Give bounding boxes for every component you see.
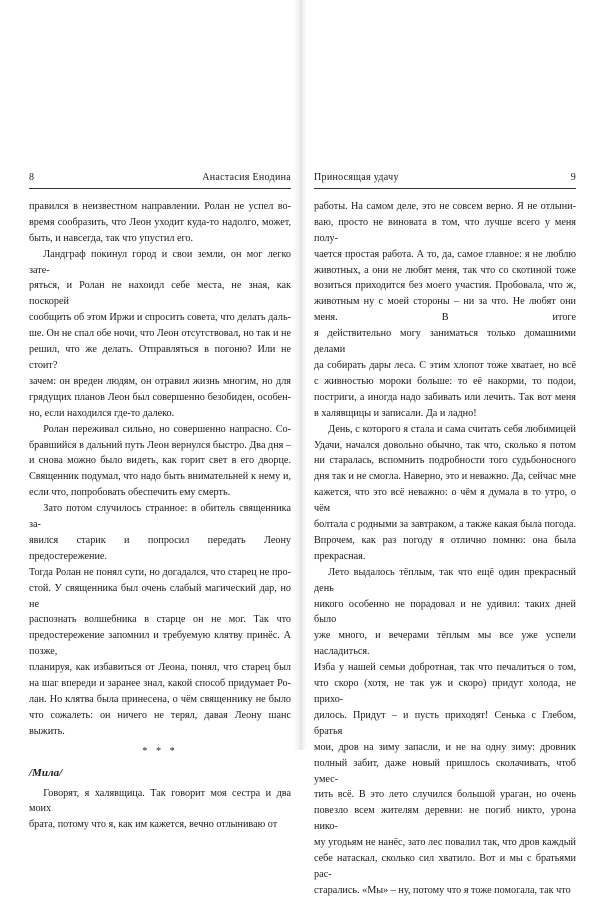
text-line: День, с которого я стала и сама считать себя любимицей — [328, 423, 576, 435]
left-page-number: 8 — [29, 172, 35, 183]
text-line: животным ну с моей стороны – ни за что. Не любят они меня. В итоге — [314, 296, 576, 324]
text-line: планируя, как избавиться от Леона, понял, что старец был — [29, 662, 291, 674]
paragraph — [29, 247, 291, 422]
text-line: Лето выдалось тёплым, так что ещё один прекрасный день — [314, 566, 576, 594]
text-line: Удачи, начался довольно обычно, так что, сколько я потом — [314, 439, 576, 451]
text-line: распознать волшебника в старце он не мог. Так что — [29, 614, 291, 626]
left-page-header — [29, 170, 291, 189]
text-line: и снова можно было видеть, как горит свет в его дворце. — [29, 455, 291, 467]
text-line: ваю, просто не виновата в том, что лучше всего у меня полу- — [314, 216, 576, 244]
book-spine-shadow — [293, 0, 307, 750]
text-line: предостережение запомнил и требуемую клятву принёс. А позже, — [29, 630, 291, 658]
text-line: решил, что же делать. Отправляться в погоню? Или не стоит? — [29, 344, 291, 371]
text-line: Изба у нашей семьи добротная, так что печалиться о том, — [314, 662, 576, 674]
text-line: Ландграф покинул город и свои земли, он мог легко зате- — [29, 248, 291, 276]
text-line: дилось. Придут – и пусть приходят! Сенька с Глебом, братья — [314, 709, 576, 737]
right-page-header — [314, 170, 576, 189]
left-running-head: Анастасия Енодина — [202, 172, 291, 183]
text-line: лан. Но клятва была принесена, о чём священнику не было — [29, 694, 291, 705]
text-line: явился старик и попросил передать Леону предостережение. — [29, 534, 291, 562]
text-line: повезло всем жителям деревни: не погиб никто, урона нико- — [314, 805, 576, 833]
text-line: стой. У священника был очень слабый магический дар, но не — [29, 582, 291, 610]
text-line: тить всё. В это лето случился большой ураган, но очень — [314, 789, 576, 801]
right-page-body — [314, 199, 576, 899]
text-line: я действительно могу заниматься только домашними делами — [314, 328, 576, 356]
text-line: кажется, что это всё неважно: о чём я думала в то утро, о чём — [314, 487, 576, 515]
right-page-number: 9 — [570, 172, 576, 183]
left-page — [29, 170, 291, 833]
text-line: постриги, а иногда надо забивать или лечить. Так вот меня — [314, 391, 576, 403]
text-line: ряться, и Ролан не нахоидл себе места, не зная, как поскорей — [29, 280, 291, 308]
text-line: старались. «Мы» – ну, потому что я тоже помогала, так что — [314, 884, 571, 896]
text-line: уже много, и вечерами тёплым мы все уже успели насладиться. — [314, 630, 576, 658]
text-line: сообщить об этом Иржи и спросить совета, что делать даль- — [29, 312, 291, 324]
text-line: с живностью мороки больше: то её накорми, то подои, — [314, 375, 576, 387]
text-line: но, если находился где-то далеко. — [29, 407, 175, 419]
section-heading: /Мила/ — [29, 766, 63, 779]
text-line: правился в неизвестном направлении. Ролан не успел во- — [29, 200, 291, 212]
text-line: брата, потому что я, как им кажется, вечно отлыниваю от — [29, 819, 278, 831]
text-line: мои, дров на зиму запасли, и не на одну зиму: дровник — [314, 741, 576, 753]
text-line: болтала с родными за завтраком, а также какая была погода. — [314, 519, 576, 531]
left-page-body — [29, 199, 291, 833]
text-line: на шаг впереди и заранее знал, какой способ придумает Ро- — [29, 678, 291, 690]
paragraph — [29, 786, 291, 834]
text-line: Ролан переживал сильно, но совершенно напрасно. Со- — [43, 423, 291, 435]
text-line: Тогда Ролан не понял сути, но догадался, что старец не про- — [29, 566, 291, 578]
paragraph — [314, 422, 576, 565]
text-line: быть, и навсегда, так что упустил его. — [29, 232, 194, 244]
text-line: возиться приходится без моего участия. Пробовала, что ж, — [314, 280, 576, 292]
text-line: грядущих планов Леон был совершенно безобиден, особен- — [29, 391, 291, 403]
text-line: полный забит, даже новый пришлось сколачивать, чтоб умес- — [314, 757, 576, 785]
text-line: что сожалеть: он ничего не терял, давая Леону шанс выжить. — [29, 709, 291, 737]
text-line: в халявщицы и записали. Да и ладно! — [314, 407, 477, 419]
text-line: зачем: он вреден людям, он отравил жизнь многим, но для — [29, 375, 291, 387]
section-separator: * * * — [142, 745, 178, 757]
text-line: бравшийся в дальний путь Леон вернулся быстро. Два дня – — [29, 439, 291, 451]
text-line: дня так и не смогла. Наверно, это и неважно. Да, сейчас мне — [314, 471, 576, 483]
text-line: чается простая работа. А то, да, самое главное: я не люблю — [314, 248, 576, 260]
text-line: Зато потом случилось странное: в обитель священника за- — [29, 503, 291, 531]
paragraph — [29, 422, 291, 502]
paragraph — [314, 199, 576, 422]
text-line: работы. На самом деле, это не совсем верно. Я не отлыни- — [314, 200, 576, 212]
text-line: что скоро (хотя, не так уж и скоро) придут холода, не прихо- — [314, 678, 576, 705]
text-line: ше. Он не спал обе ночи, что Леон отсутствовал, но так и не — [29, 328, 291, 340]
text-line: животных, а они не любят меня, так что со скотиной тоже — [314, 264, 576, 276]
text-line: Священник подумал, что надо быть внимательней к нему и, — [29, 471, 291, 483]
text-line: себе натаскал, сколько сил хватило. Вот и мы с братьями рас- — [314, 853, 576, 880]
paragraph — [29, 501, 291, 740]
text-line: му угодьям не нанёс, зато лес повалил так, что дров каждый — [314, 837, 576, 849]
text-line: Говорят, я халявщица. Так говорит моя сестра и два моих — [29, 787, 291, 815]
text-line: Впрочем, как раз погоду я отлично помню: она была прекрасная. — [314, 534, 576, 562]
text-line: время сообразить, что Леон уходит куда-то надолго, может, — [29, 216, 291, 228]
right-running-head: Приносящая удачу — [314, 172, 399, 183]
text-line: никого особенно не порадовал и не удивил: таких дней было — [314, 598, 576, 626]
text-line: если что, попробовать обеспечить ему смерть. — [29, 487, 231, 499]
text-line: да собирать дары леса. С этим хлопот тоже хватает, но всё — [314, 359, 576, 371]
text-line: ни старалась, вспомнить подробности того судьбоносного — [314, 455, 576, 467]
paragraph — [314, 565, 576, 899]
paragraph — [29, 199, 291, 247]
right-page — [314, 170, 576, 899]
